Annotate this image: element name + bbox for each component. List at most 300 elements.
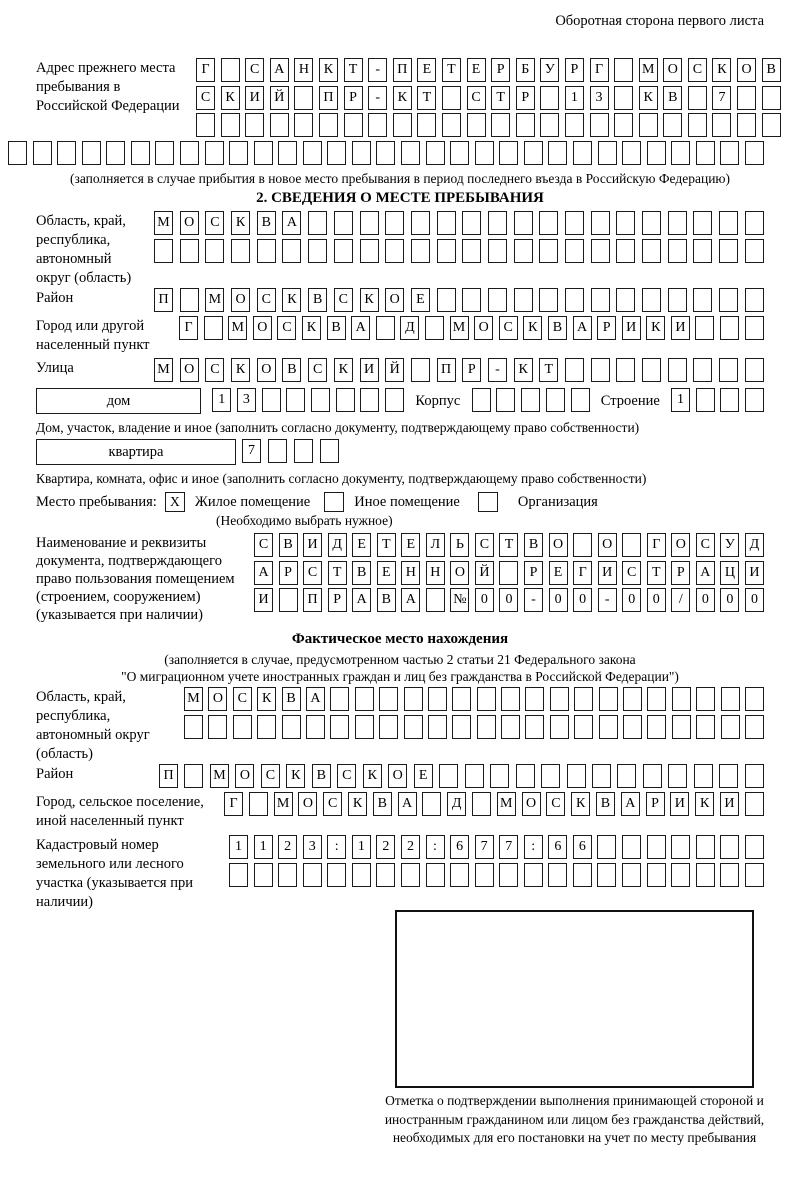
char-cell[interactable]: И: [360, 358, 379, 382]
char-cell[interactable]: [745, 141, 764, 165]
char-cell[interactable]: [352, 863, 371, 887]
char-cell[interactable]: [262, 388, 281, 412]
char-cell[interactable]: О: [257, 358, 276, 382]
char-cell[interactable]: К: [302, 316, 321, 340]
char-cell[interactable]: [597, 835, 616, 859]
char-cell[interactable]: И: [254, 588, 273, 612]
char-cell[interactable]: М: [228, 316, 247, 340]
char-cell[interactable]: К: [257, 687, 276, 711]
char-cell[interactable]: [385, 239, 404, 263]
char-cell[interactable]: :: [327, 835, 346, 859]
char-cell[interactable]: [249, 792, 268, 816]
char-cell[interactable]: С: [205, 358, 224, 382]
char-cell[interactable]: [525, 687, 544, 711]
char-cell[interactable]: В: [596, 792, 615, 816]
char-cell[interactable]: О: [663, 58, 682, 82]
char-cell[interactable]: [278, 863, 297, 887]
char-cell[interactable]: Р: [646, 792, 665, 816]
char-cell[interactable]: [614, 86, 633, 110]
char-cell[interactable]: О: [231, 288, 250, 312]
char-cell[interactable]: О: [235, 764, 254, 788]
char-cell[interactable]: [426, 588, 445, 612]
char-cell[interactable]: 1: [565, 86, 584, 110]
char-cell[interactable]: [499, 561, 518, 585]
char-cell[interactable]: [516, 764, 535, 788]
char-cell[interactable]: [745, 764, 764, 788]
char-cell[interactable]: [477, 715, 496, 739]
char-cell[interactable]: У: [720, 533, 739, 557]
char-cell[interactable]: Ь: [450, 533, 469, 557]
char-cell[interactable]: Г: [647, 533, 666, 557]
char-cell[interactable]: Т: [328, 561, 347, 585]
char-cell[interactable]: О: [208, 687, 227, 711]
char-cell[interactable]: В: [352, 561, 371, 585]
char-cell[interactable]: Й: [475, 561, 494, 585]
char-cell[interactable]: [393, 113, 412, 137]
char-cell[interactable]: [327, 863, 346, 887]
char-cell[interactable]: [694, 764, 713, 788]
char-cell[interactable]: [437, 239, 456, 263]
char-cell[interactable]: Е: [411, 288, 430, 312]
char-cell[interactable]: [550, 687, 569, 711]
char-cell[interactable]: [282, 715, 301, 739]
char-cell[interactable]: В: [663, 86, 682, 110]
char-cell[interactable]: [693, 288, 712, 312]
char-cell[interactable]: [465, 764, 484, 788]
char-cell[interactable]: [565, 358, 584, 382]
char-cell[interactable]: О: [549, 533, 568, 557]
char-cell[interactable]: [642, 358, 661, 382]
char-cell[interactable]: [550, 715, 569, 739]
char-cell[interactable]: [180, 288, 199, 312]
char-cell[interactable]: [671, 835, 690, 859]
char-cell[interactable]: [668, 239, 687, 263]
char-cell[interactable]: [622, 863, 641, 887]
char-cell[interactable]: М: [184, 687, 203, 711]
char-cell[interactable]: И: [245, 86, 264, 110]
char-cell[interactable]: Е: [352, 533, 371, 557]
char-cell[interactable]: [668, 764, 687, 788]
char-cell[interactable]: Д: [328, 533, 347, 557]
char-cell[interactable]: [286, 388, 305, 412]
char-cell[interactable]: [411, 239, 430, 263]
char-cell[interactable]: [719, 211, 738, 235]
char-cell[interactable]: К: [523, 316, 542, 340]
char-cell[interactable]: Г: [179, 316, 198, 340]
char-cell[interactable]: [221, 113, 240, 137]
char-cell[interactable]: [344, 113, 363, 137]
char-cell[interactable]: [720, 316, 739, 340]
char-cell[interactable]: [745, 211, 764, 235]
char-cell[interactable]: [590, 113, 609, 137]
char-cell[interactable]: А: [270, 58, 289, 82]
char-cell[interactable]: Е: [467, 58, 486, 82]
char-cell[interactable]: В: [279, 533, 298, 557]
char-cell[interactable]: [311, 388, 330, 412]
char-cell[interactable]: [245, 113, 264, 137]
char-cell[interactable]: О: [298, 792, 317, 816]
char-cell[interactable]: [472, 792, 491, 816]
char-cell[interactable]: П: [319, 86, 338, 110]
char-cell[interactable]: [368, 113, 387, 137]
char-cell[interactable]: [614, 113, 633, 137]
char-cell[interactable]: С: [696, 533, 715, 557]
char-cell[interactable]: 7: [242, 439, 261, 463]
char-cell[interactable]: [571, 388, 590, 412]
char-cell[interactable]: [496, 388, 515, 412]
char-cell[interactable]: -: [368, 58, 387, 82]
char-cell[interactable]: А: [573, 316, 592, 340]
char-cell[interactable]: [548, 863, 567, 887]
char-cell[interactable]: С: [233, 687, 252, 711]
char-cell[interactable]: [8, 141, 27, 165]
char-cell[interactable]: В: [524, 533, 543, 557]
char-cell[interactable]: [712, 113, 731, 137]
char-cell[interactable]: [294, 439, 313, 463]
char-cell[interactable]: [196, 113, 215, 137]
char-cell[interactable]: В: [327, 316, 346, 340]
char-cell[interactable]: [327, 141, 346, 165]
char-cell[interactable]: М: [450, 316, 469, 340]
char-cell[interactable]: Д: [447, 792, 466, 816]
char-cell[interactable]: [428, 687, 447, 711]
char-cell[interactable]: [184, 764, 203, 788]
char-cell[interactable]: У: [540, 58, 559, 82]
char-cell[interactable]: [422, 792, 441, 816]
char-cell[interactable]: [745, 687, 764, 711]
char-cell[interactable]: В: [312, 764, 331, 788]
char-cell[interactable]: [592, 764, 611, 788]
char-cell[interactable]: [204, 316, 223, 340]
checkbox-organization[interactable]: [478, 492, 498, 512]
char-cell[interactable]: [573, 533, 592, 557]
char-cell[interactable]: [254, 863, 273, 887]
char-cell[interactable]: [425, 316, 444, 340]
char-cell[interactable]: С: [334, 288, 353, 312]
char-cell[interactable]: Н: [294, 58, 313, 82]
char-cell[interactable]: [205, 141, 224, 165]
char-cell[interactable]: Р: [328, 588, 347, 612]
char-cell[interactable]: [672, 687, 691, 711]
char-cell[interactable]: [385, 388, 404, 412]
char-cell[interactable]: [696, 388, 715, 412]
char-cell[interactable]: С: [277, 316, 296, 340]
char-cell[interactable]: С: [261, 764, 280, 788]
char-cell[interactable]: И: [670, 792, 689, 816]
char-cell[interactable]: П: [437, 358, 456, 382]
char-cell[interactable]: [233, 715, 252, 739]
char-cell[interactable]: [591, 358, 610, 382]
char-cell[interactable]: 1: [229, 835, 248, 859]
char-cell[interactable]: [437, 288, 456, 312]
char-cell[interactable]: А: [398, 792, 417, 816]
char-cell[interactable]: [567, 764, 586, 788]
char-cell[interactable]: [616, 239, 635, 263]
char-cell[interactable]: [524, 141, 543, 165]
char-cell[interactable]: [574, 687, 593, 711]
char-cell[interactable]: [437, 211, 456, 235]
char-cell[interactable]: [573, 141, 592, 165]
char-cell[interactable]: М: [154, 211, 173, 235]
char-cell[interactable]: М: [497, 792, 516, 816]
char-cell[interactable]: Е: [549, 561, 568, 585]
char-cell[interactable]: [229, 141, 248, 165]
char-cell[interactable]: [442, 113, 461, 137]
char-cell[interactable]: 2: [376, 835, 395, 859]
char-cell[interactable]: [565, 113, 584, 137]
char-cell[interactable]: А: [254, 561, 273, 585]
char-cell[interactable]: [720, 835, 739, 859]
char-cell[interactable]: М: [639, 58, 658, 82]
char-cell[interactable]: [548, 141, 567, 165]
char-cell[interactable]: [334, 239, 353, 263]
char-cell[interactable]: С: [323, 792, 342, 816]
char-cell[interactable]: [385, 211, 404, 235]
char-cell[interactable]: 7: [475, 835, 494, 859]
char-cell[interactable]: [57, 141, 76, 165]
char-cell[interactable]: [336, 388, 355, 412]
char-cell[interactable]: И: [598, 561, 617, 585]
char-cell[interactable]: [355, 715, 374, 739]
char-cell[interactable]: 2: [278, 835, 297, 859]
char-cell[interactable]: /: [671, 588, 690, 612]
char-cell[interactable]: И: [303, 533, 322, 557]
char-cell[interactable]: :: [524, 835, 543, 859]
char-cell[interactable]: [257, 239, 276, 263]
char-cell[interactable]: Р: [516, 86, 535, 110]
char-cell[interactable]: К: [571, 792, 590, 816]
char-cell[interactable]: 6: [573, 835, 592, 859]
char-cell[interactable]: [279, 588, 298, 612]
char-cell[interactable]: [622, 533, 641, 557]
char-cell[interactable]: [671, 863, 690, 887]
char-cell[interactable]: [574, 715, 593, 739]
char-cell[interactable]: [319, 113, 338, 137]
char-cell[interactable]: [719, 288, 738, 312]
char-cell[interactable]: [663, 113, 682, 137]
char-cell[interactable]: [688, 86, 707, 110]
char-cell[interactable]: В: [308, 288, 327, 312]
char-cell[interactable]: [617, 764, 636, 788]
char-cell[interactable]: Д: [400, 316, 419, 340]
char-cell[interactable]: А: [306, 687, 325, 711]
char-cell[interactable]: К: [334, 358, 353, 382]
char-cell[interactable]: Т: [491, 86, 510, 110]
char-cell[interactable]: [721, 715, 740, 739]
char-cell[interactable]: 3: [590, 86, 609, 110]
char-cell[interactable]: [294, 113, 313, 137]
char-cell[interactable]: К: [695, 792, 714, 816]
char-cell[interactable]: О: [180, 211, 199, 235]
char-cell[interactable]: [623, 687, 642, 711]
char-cell[interactable]: О: [253, 316, 272, 340]
char-cell[interactable]: С: [475, 533, 494, 557]
char-cell[interactable]: С: [499, 316, 518, 340]
char-cell[interactable]: [745, 239, 764, 263]
char-cell[interactable]: [221, 58, 240, 82]
char-cell[interactable]: [591, 211, 610, 235]
char-cell[interactable]: [450, 141, 469, 165]
char-cell[interactable]: Ц: [720, 561, 739, 585]
char-cell[interactable]: Т: [417, 86, 436, 110]
char-cell[interactable]: [719, 239, 738, 263]
char-cell[interactable]: 0: [720, 588, 739, 612]
char-cell[interactable]: К: [393, 86, 412, 110]
char-cell[interactable]: Р: [491, 58, 510, 82]
char-cell[interactable]: [745, 715, 764, 739]
char-cell[interactable]: [379, 715, 398, 739]
char-cell[interactable]: А: [351, 316, 370, 340]
char-cell[interactable]: Н: [401, 561, 420, 585]
char-cell[interactable]: [155, 141, 174, 165]
char-cell[interactable]: [475, 141, 494, 165]
char-cell[interactable]: [639, 113, 658, 137]
char-cell[interactable]: [643, 764, 662, 788]
char-cell[interactable]: [546, 388, 565, 412]
char-cell[interactable]: П: [154, 288, 173, 312]
char-cell[interactable]: К: [282, 288, 301, 312]
char-cell[interactable]: [270, 113, 289, 137]
char-cell[interactable]: 0: [475, 588, 494, 612]
char-cell[interactable]: Р: [279, 561, 298, 585]
char-cell[interactable]: [745, 863, 764, 887]
char-cell[interactable]: [696, 715, 715, 739]
char-cell[interactable]: К: [231, 211, 250, 235]
char-cell[interactable]: [254, 141, 273, 165]
char-cell[interactable]: Р: [671, 561, 690, 585]
char-cell[interactable]: Г: [224, 792, 243, 816]
char-cell[interactable]: В: [548, 316, 567, 340]
char-cell[interactable]: Н: [426, 561, 445, 585]
char-cell[interactable]: В: [257, 211, 276, 235]
char-cell[interactable]: [539, 288, 558, 312]
char-cell[interactable]: [334, 211, 353, 235]
char-cell[interactable]: [278, 141, 297, 165]
char-cell[interactable]: Г: [196, 58, 215, 82]
char-cell[interactable]: [257, 715, 276, 739]
char-cell[interactable]: [462, 211, 481, 235]
char-cell[interactable]: [33, 141, 52, 165]
char-cell[interactable]: [488, 211, 507, 235]
char-cell[interactable]: [573, 863, 592, 887]
char-cell[interactable]: М: [154, 358, 173, 382]
char-cell[interactable]: 1: [671, 388, 690, 412]
char-cell[interactable]: [320, 439, 339, 463]
char-cell[interactable]: [672, 715, 691, 739]
char-cell[interactable]: [442, 86, 461, 110]
char-cell[interactable]: [475, 863, 494, 887]
char-cell[interactable]: [268, 439, 287, 463]
char-cell[interactable]: [330, 687, 349, 711]
char-cell[interactable]: [599, 715, 618, 739]
char-cell[interactable]: [282, 239, 301, 263]
char-cell[interactable]: Т: [344, 58, 363, 82]
char-cell[interactable]: Г: [590, 58, 609, 82]
char-cell[interactable]: [417, 113, 436, 137]
char-cell[interactable]: [82, 141, 101, 165]
checkbox-other-premises[interactable]: [324, 492, 344, 512]
char-cell[interactable]: В: [762, 58, 781, 82]
char-cell[interactable]: [647, 715, 666, 739]
char-cell[interactable]: [668, 358, 687, 382]
char-cell[interactable]: [352, 141, 371, 165]
char-cell[interactable]: К: [639, 86, 658, 110]
char-cell[interactable]: [597, 863, 616, 887]
char-cell[interactable]: С: [245, 58, 264, 82]
char-cell[interactable]: [501, 715, 520, 739]
char-cell[interactable]: [745, 358, 764, 382]
char-cell[interactable]: [360, 211, 379, 235]
char-cell[interactable]: С: [308, 358, 327, 382]
char-cell[interactable]: А: [282, 211, 301, 235]
char-cell[interactable]: [719, 358, 738, 382]
char-cell[interactable]: [745, 835, 764, 859]
char-cell[interactable]: 0: [647, 588, 666, 612]
char-cell[interactable]: Д: [745, 533, 764, 557]
char-cell[interactable]: [591, 239, 610, 263]
char-cell[interactable]: [565, 211, 584, 235]
char-cell[interactable]: [488, 239, 507, 263]
char-cell[interactable]: [180, 239, 199, 263]
char-cell[interactable]: [591, 288, 610, 312]
char-cell[interactable]: [411, 358, 430, 382]
char-cell[interactable]: [521, 388, 540, 412]
char-cell[interactable]: Т: [647, 561, 666, 585]
char-cell[interactable]: О: [671, 533, 690, 557]
char-cell[interactable]: [501, 687, 520, 711]
char-cell[interactable]: [490, 764, 509, 788]
char-cell[interactable]: [308, 239, 327, 263]
char-cell[interactable]: [491, 113, 510, 137]
char-cell[interactable]: [647, 687, 666, 711]
char-cell[interactable]: [696, 687, 715, 711]
char-cell[interactable]: С: [546, 792, 565, 816]
char-cell[interactable]: Л: [426, 533, 445, 557]
char-cell[interactable]: [762, 86, 781, 110]
char-cell[interactable]: В: [377, 588, 396, 612]
char-cell[interactable]: -: [598, 588, 617, 612]
char-cell[interactable]: [642, 239, 661, 263]
char-cell[interactable]: [737, 113, 756, 137]
char-cell[interactable]: [360, 239, 379, 263]
char-cell[interactable]: [303, 863, 322, 887]
char-cell[interactable]: [180, 141, 199, 165]
char-cell[interactable]: [131, 141, 150, 165]
char-cell[interactable]: 3: [237, 388, 256, 412]
char-cell[interactable]: Е: [401, 533, 420, 557]
char-cell[interactable]: Т: [377, 533, 396, 557]
char-cell[interactable]: Е: [414, 764, 433, 788]
char-cell[interactable]: [231, 239, 250, 263]
char-cell[interactable]: Й: [270, 86, 289, 110]
char-cell[interactable]: К: [363, 764, 382, 788]
char-cell[interactable]: [154, 239, 173, 263]
char-cell[interactable]: [745, 792, 764, 816]
char-cell[interactable]: Е: [417, 58, 436, 82]
char-cell[interactable]: [693, 211, 712, 235]
char-cell[interactable]: [426, 141, 445, 165]
char-cell[interactable]: [539, 239, 558, 263]
char-cell[interactable]: [376, 141, 395, 165]
char-cell[interactable]: [616, 211, 635, 235]
char-cell[interactable]: [452, 687, 471, 711]
char-cell[interactable]: 0: [696, 588, 715, 612]
char-cell[interactable]: [401, 863, 420, 887]
char-cell[interactable]: [452, 715, 471, 739]
char-cell[interactable]: [720, 388, 739, 412]
char-cell[interactable]: Й: [385, 358, 404, 382]
char-cell[interactable]: В: [373, 792, 392, 816]
